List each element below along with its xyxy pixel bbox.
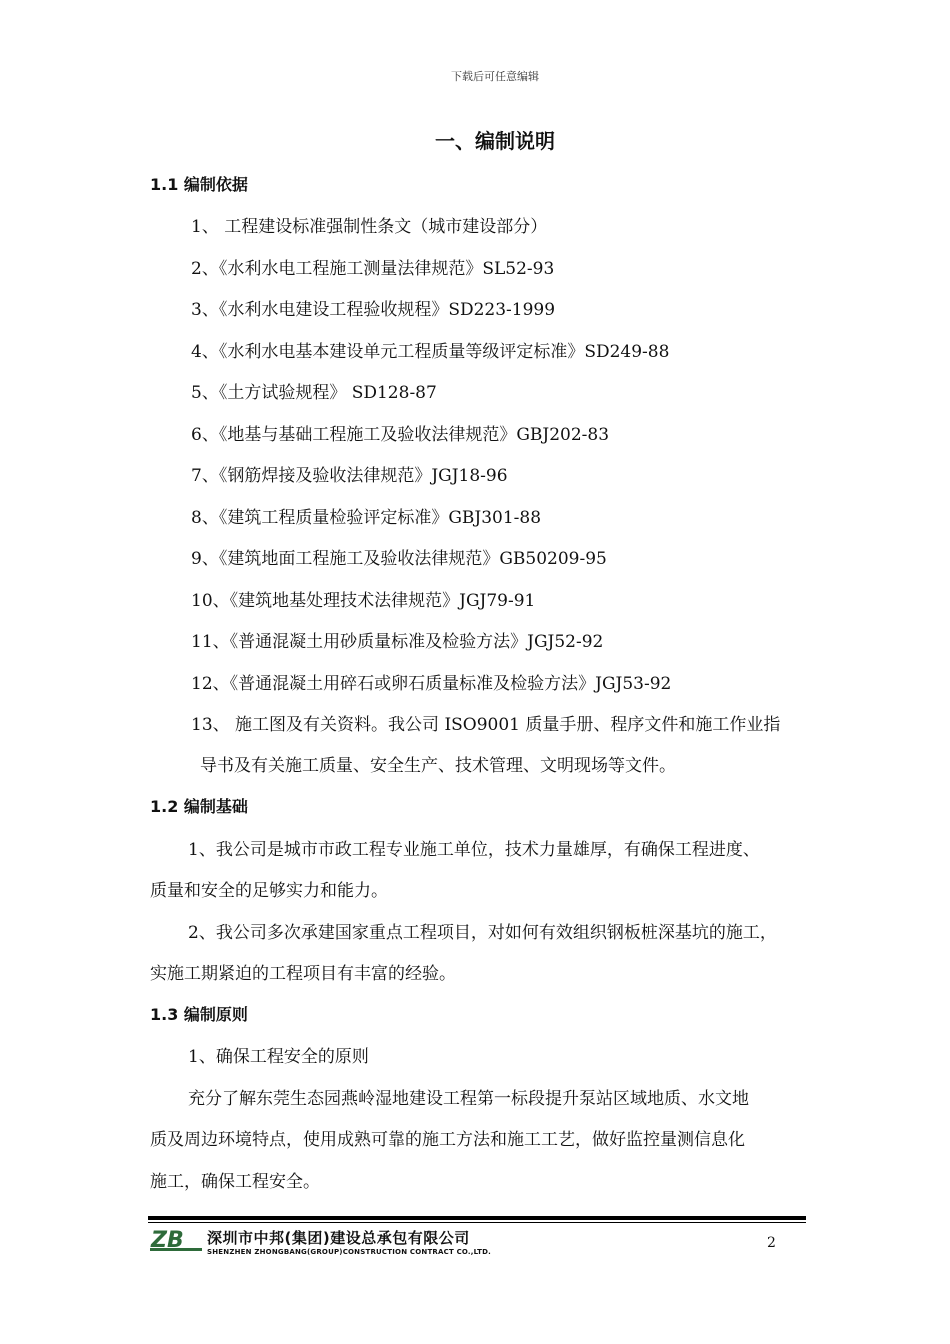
logo-text: ZB xyxy=(151,1228,184,1253)
reference-item: 10、《建筑地基处理技术法律规范》JGJ79-91 xyxy=(191,591,536,611)
principle-paragraph-line: 质及周边环境特点，使用成熟可靠的施工方法和施工工艺，做好监控量测信息化 xyxy=(150,1130,745,1150)
reference-item: 7、《钢筋焊接及验收法律规范》JGJ18-96 xyxy=(191,466,508,486)
reference-item-continuation: 导书及有关施工质量、安全生产、技术管理、文明现场等文件。 xyxy=(200,756,676,776)
reference-item: 12、《普通混凝土用碎石或卵石质量标准及检验方法》JGJ53-92 xyxy=(191,674,672,694)
reference-item: 4、《水利水电基本建设单元工程质量等级评定标准》SD249-88 xyxy=(191,342,670,362)
page-title: 一、编制说明 xyxy=(435,129,555,153)
reference-item: 6、《地基与基础工程施工及验收法律规范》GBJ202-83 xyxy=(191,425,610,445)
reference-item: 11、《普通混凝土用砂质量标准及检验方法》JGJ52-92 xyxy=(191,632,604,652)
reference-item: 8、《建筑工程质量检验评定标准》GBJ301-88 xyxy=(191,508,542,528)
footer-divider-thin xyxy=(148,1222,806,1223)
reference-item: 2、《水利水电工程施工测量法律规范》SL52-93 xyxy=(191,259,555,279)
company-logo xyxy=(150,1228,202,1254)
footer-divider xyxy=(148,1216,806,1220)
basis-paragraph-line: 2、我公司多次承建国家重点工程项目，对如何有效组织钢板桩深基坑的施工， xyxy=(188,923,777,943)
basis-paragraph-line: 质量和安全的足够实力和能力。 xyxy=(150,881,388,901)
principle-paragraph-line: 充分了解东莞生态园燕岭湿地建设工程第一标段提升泵站区域地质、水文地 xyxy=(188,1089,749,1109)
section-heading-1-3: 1.3 编制原则 xyxy=(150,1005,248,1024)
basis-paragraph-line: 1、我公司是城市市政工程专业施工单位，技术力量雄厚，有确保工程进度、 xyxy=(188,840,760,860)
company-name-en: SHENZHEN ZHONGBANG(GROUP)CONSTRUCTION CONTRACT CO.,LTD. xyxy=(207,1248,491,1256)
reference-item: 3、《水利水电建设工程验收规程》SD223-1999 xyxy=(191,300,556,320)
header-note: 下载后可任意编辑 xyxy=(451,70,539,83)
reference-item: 5、《土方试验规程》 SD128-87 xyxy=(191,383,437,403)
reference-item: 9、《建筑地面工程施工及验收法律规范》GB50209-95 xyxy=(191,549,607,569)
principle-paragraph-line: 施工，确保工程安全。 xyxy=(150,1172,320,1192)
reference-item: 13、 施工图及有关资料。我公司 ISO9001 质量手册、程序文件和施工作业指 xyxy=(191,715,781,735)
basis-paragraph-line: 实施工期紧迫的工程项目有丰富的经验。 xyxy=(150,964,456,984)
page-number: 2 xyxy=(767,1235,776,1251)
company-name-cn: 深圳市中邦(集团)建设总承包有限公司 xyxy=(207,1229,470,1247)
principle-heading: 1、确保工程安全的原则 xyxy=(188,1047,369,1067)
section-heading-1-1: 1.1 编制依据 xyxy=(150,175,248,194)
reference-item: 1、 工程建设标准强制性条文（城市建设部分） xyxy=(191,217,548,237)
section-heading-1-2: 1.2 编制基础 xyxy=(150,797,248,816)
